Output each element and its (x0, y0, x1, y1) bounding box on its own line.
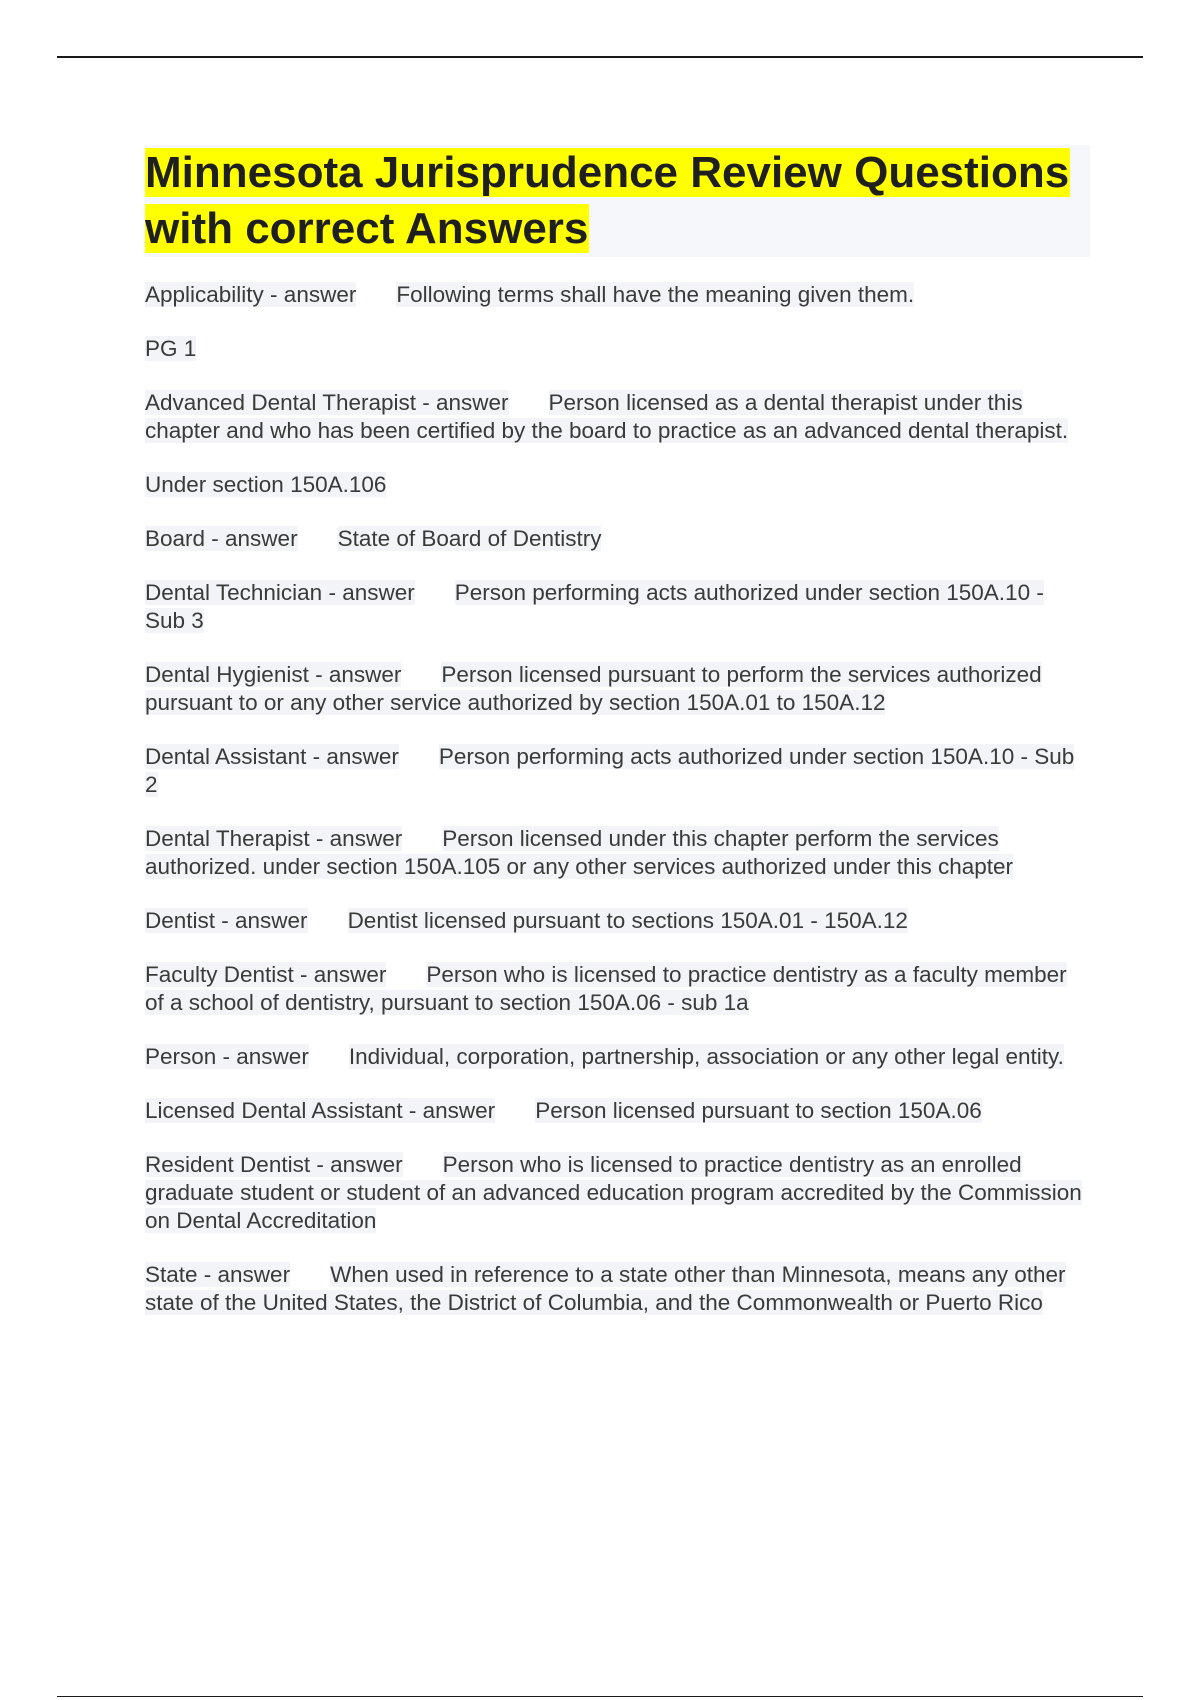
entry-definition: Person who is licensed to practice dentistry as a faculty member of a school of dentistry, pursuant to section 150A.06 - sub 1a (145, 962, 1067, 1015)
entry-term: Resident Dentist - answer (145, 1152, 403, 1177)
entry-definition: Person who is licensed to practice dentistry as an enrolled graduate student or student of an advanced education program accredited by the Commission on Dental Accreditation (145, 1152, 1082, 1233)
document-body (145, 145, 1090, 1343)
entry-dentist (145, 907, 1090, 935)
entry-term: PG 1 (145, 336, 197, 361)
entry-licensed-dental-assistant (145, 1097, 1090, 1125)
entry-definition: Person licensed pursuant to perform the services authorized pursuant to or any other service authorized by section 150A.01 to 150A.12 (145, 662, 1042, 715)
entry-term: Dental Therapist - answer (145, 826, 403, 851)
entry-dental-therapist (145, 825, 1090, 881)
entry-term: Dentist - answer (145, 908, 308, 933)
document-title: Minnesota Jurisprudence Review Questions with correct Answers (145, 148, 1070, 253)
entry-term: State - answer (145, 1262, 291, 1287)
entry-advanced-dental-therapist (145, 389, 1090, 445)
entry-term: Faculty Dentist - answer (145, 962, 387, 987)
entry-definition: Following terms shall have the meaning given them. (396, 282, 915, 307)
entry-term: Under section 150A.106 (145, 472, 387, 497)
entry-definition: Dentist licensed pursuant to sections 150A.01 - 150A.12 (347, 908, 908, 933)
entry-definition: Person performing acts authorized under section 150A.10 - Sub 2 (145, 744, 1075, 797)
entry-term: Person - answer (145, 1044, 309, 1069)
entry-definition: State of Board of Dentistry (337, 526, 602, 551)
entry-section-ref (145, 471, 1090, 499)
entry-faculty-dentist (145, 961, 1090, 1017)
entry-dental-hygienist (145, 661, 1090, 717)
entry-term: Dental Assistant - answer (145, 744, 399, 769)
entry-resident-dentist (145, 1151, 1090, 1235)
entry-applicability (145, 281, 1090, 309)
entry-definition: Person licensed pursuant to section 150A.06 (535, 1098, 982, 1123)
entry-term: Licensed Dental Assistant - answer (145, 1098, 496, 1123)
entry-page-ref (145, 335, 1090, 363)
entry-term: Dental Technician - answer (145, 580, 415, 605)
entry-term: Board - answer (145, 526, 298, 551)
entry-board (145, 525, 1090, 553)
document-title-box (145, 145, 1090, 257)
entry-definition: When used in reference to a state other than Minnesota, means any other state of the United States, the District of Columbia, and the Commonwealth or Puerto Rico (145, 1262, 1066, 1315)
entry-term: Advanced Dental Therapist - answer (145, 390, 509, 415)
entry-term: Dental Hygienist - answer (145, 662, 402, 687)
entry-state (145, 1261, 1090, 1317)
footer-rule (57, 1696, 1143, 1697)
entry-definition: Individual, corporation, partnership, association or any other legal entity. (348, 1044, 1064, 1069)
entry-dental-assistant (145, 743, 1090, 799)
entry-definition: Person licensed as a dental therapist under this chapter and who has been certified by the board to practice as an advanced dental therapist. (145, 390, 1069, 443)
entry-dental-technician (145, 579, 1090, 635)
entry-definition: Person licensed under this chapter perform the services authorized. under section 150A.105 or any other services authorized under this chapter (145, 826, 1014, 879)
entry-term: Applicability - answer (145, 282, 357, 307)
header-rule (57, 56, 1143, 58)
entry-definition: Person performing acts authorized under section 150A.10 - Sub 3 (145, 580, 1044, 633)
entry-person (145, 1043, 1090, 1071)
